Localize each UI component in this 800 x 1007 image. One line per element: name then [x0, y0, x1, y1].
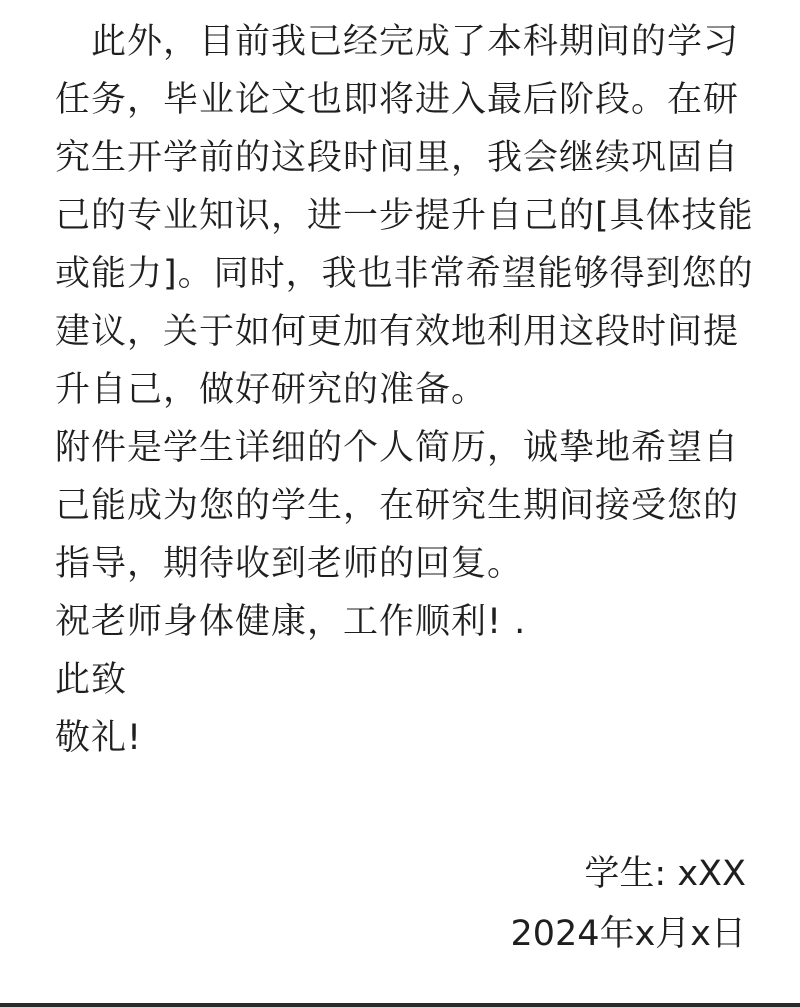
bottom-divider: [0, 1003, 800, 1007]
paragraph-2-line-1: 附件是学生详细的个人简历，诚挚地希望自: [55, 428, 740, 468]
closing-salutation-1: 此致: [55, 660, 128, 700]
paragraph-2-line-2: 己能成为您的学生，在研究生期间接受您的: [55, 486, 740, 526]
paragraph-1-line-1: 此外，目前我已经完成了本科期间的学习: [55, 22, 740, 62]
paragraph-1-line-6: 建议，关于如何更加有效地利用这段时间提: [55, 312, 740, 352]
paragraph-1-line-2: 任务，毕业论文也即将进入最后阶段。在研: [55, 80, 740, 120]
paragraph-1-line-7: 升自己，做好研究的准备。: [55, 370, 488, 410]
closing-salutation-2: 敬礼!: [55, 718, 143, 758]
date: 2024年x月x日: [510, 914, 746, 954]
paragraph-1-line-3: 究生开学前的这段时间里，我会继续巩固自: [55, 138, 740, 178]
paragraph-1-line-4: 己的专业知识，进一步提升自己的[具体技能: [55, 196, 754, 236]
paragraph-2-line-3: 指导，期待收到老师的回复。: [55, 544, 524, 584]
closing-wish: 祝老师身体健康，工作顺利! .: [55, 602, 527, 642]
signature: 学生: xXX: [584, 854, 746, 894]
paragraph-1-line-5: 或能力]。同时，我也非常希望能够得到您的: [55, 254, 754, 294]
